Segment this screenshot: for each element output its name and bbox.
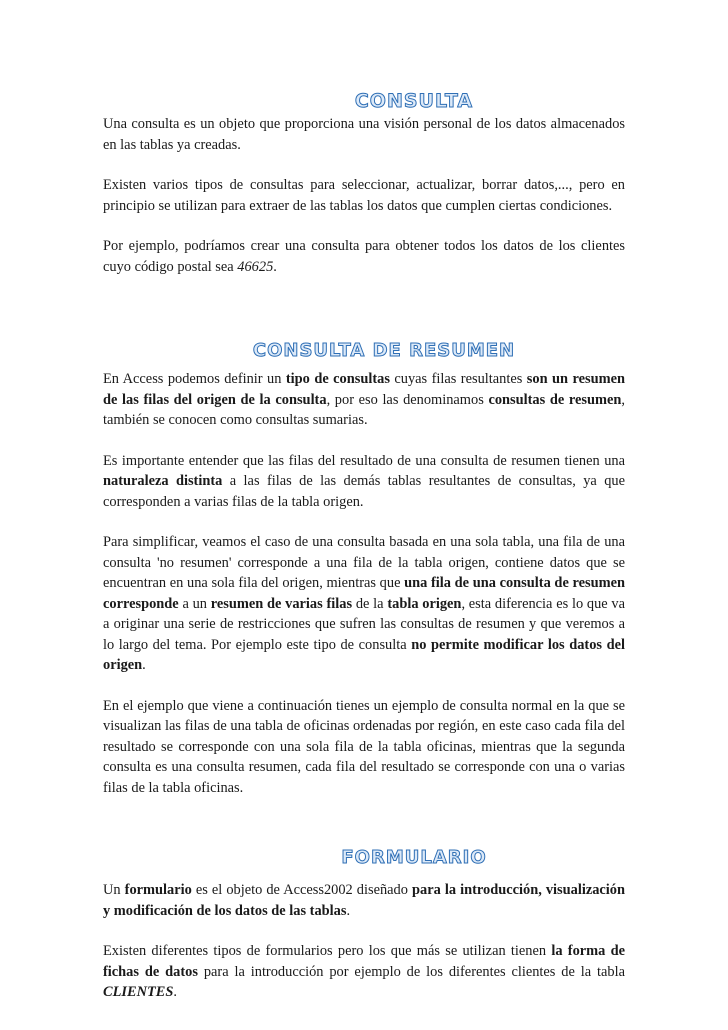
text-run: a un: [178, 595, 211, 612]
document-page: [103, 88, 625, 1003]
text-run: , por eso las denominamos: [326, 391, 489, 408]
bold-text: no permite modificar los datos del origen: [103, 636, 625, 673]
bold-text: tipo de consultas: [285, 371, 390, 387]
text-run: .: [273, 258, 277, 275]
text-run: cuyas filas resultantes: [389, 371, 527, 387]
italic-text: 46625: [237, 258, 274, 275]
paragraph: [103, 236, 625, 277]
bold-italic-text: CLIENTES: [103, 984, 174, 1000]
bold-text: formulario: [124, 882, 192, 898]
paragraph: [103, 532, 625, 676]
heading-formulario: FORMULARIO: [341, 847, 487, 868]
text-run: Para simplificar, veamos el caso de una consulta basada en una sola tabla, una fila de una consulta 'no resumen' corresponde a una fila de la tabla origen, contiene datos que se encuentran en una sola fila del origen, mientras que: [103, 534, 625, 591]
text-run: a las filas de las demás tablas resultantes de consultas, ya que corresponden a varias filas de la tabla origen.: [103, 473, 625, 510]
bold-text: consultas de resumen: [488, 391, 622, 408]
text-run: En el ejemplo que viene a continuación tienes un ejemplo de consulta normal en la que se visualizan las filas de una tabla de oficinas ordenadas por región, en este caso cada fila del resultado se corresponde con una sola fila de la tabla oficinas, mientras que la segunda consulta es una consulta resumen, cada fila del resultado se corresponde con una o varias filas de la tabla oficinas.: [103, 697, 625, 796]
text-run: Existen diferentes tipos de formularios pero los que más se utilizan tienen: [103, 943, 552, 959]
bold-text: la forma de fichas de datos: [103, 943, 625, 980]
text-run: .: [142, 657, 146, 673]
bold-text: resumen de varias filas: [210, 595, 353, 612]
bold-text: tabla origen: [387, 595, 462, 612]
paragraph: [103, 696, 625, 799]
paragraph: [103, 369, 625, 431]
bold-text: una fila de una consulta de resumen corresponde: [103, 575, 625, 612]
text-run: para la introducción por ejemplo de los diferentes clientes de la tabla: [197, 963, 625, 980]
heading-consulta-de-resumen: CONSULTA DE RESUMEN: [252, 340, 516, 361]
bold-text: son un resumen de las filas del origen de la consulta: [103, 371, 625, 408]
text-run: Una consulta es un objeto que proporciona una visión personal de los datos almacenados en las tablas ya creadas.: [103, 116, 625, 153]
text-run: Existen varios tipos de consultas para seleccionar, actualizar, borrar datos,..., pero en principio se utilizan para extraer de las tablas los datos que cumplen ciertas condiciones.: [103, 177, 625, 214]
text-run: Por ejemplo, podríamos crear una consulta para obtener todos los datos de los clientes cuyo código postal sea: [103, 238, 625, 275]
paragraph: [103, 880, 625, 921]
text-run: .: [173, 984, 177, 1000]
text-run: , esta diferencia es lo que va a originar una serie de restricciones que sufren las consultas de resumen y que veremos a lo largo del tema. Por ejemplo este tipo de consulta: [103, 595, 626, 653]
text-run: , también se conocen como consultas sumarias.: [103, 391, 625, 428]
text-run: es el objeto de Access2002 diseñado: [191, 882, 413, 898]
paragraph: [103, 175, 625, 216]
paragraph: [103, 114, 625, 155]
paragraph: [103, 451, 625, 513]
heading-consulta: CONSULTA: [354, 90, 474, 112]
bold-text: para la introducción, visualización y modificación de los datos de las tablas: [103, 882, 626, 919]
paragraph: [103, 941, 625, 1003]
text-run: de la: [352, 595, 388, 612]
bold-text: naturaleza distinta: [103, 473, 223, 489]
text-run: .: [346, 902, 351, 919]
text-run: En Access podemos definir un: [103, 371, 286, 387]
text-run: Es importante entender que las filas del resultado de una consulta de resumen tienen una: [103, 452, 625, 469]
text-run: Un: [103, 882, 125, 898]
